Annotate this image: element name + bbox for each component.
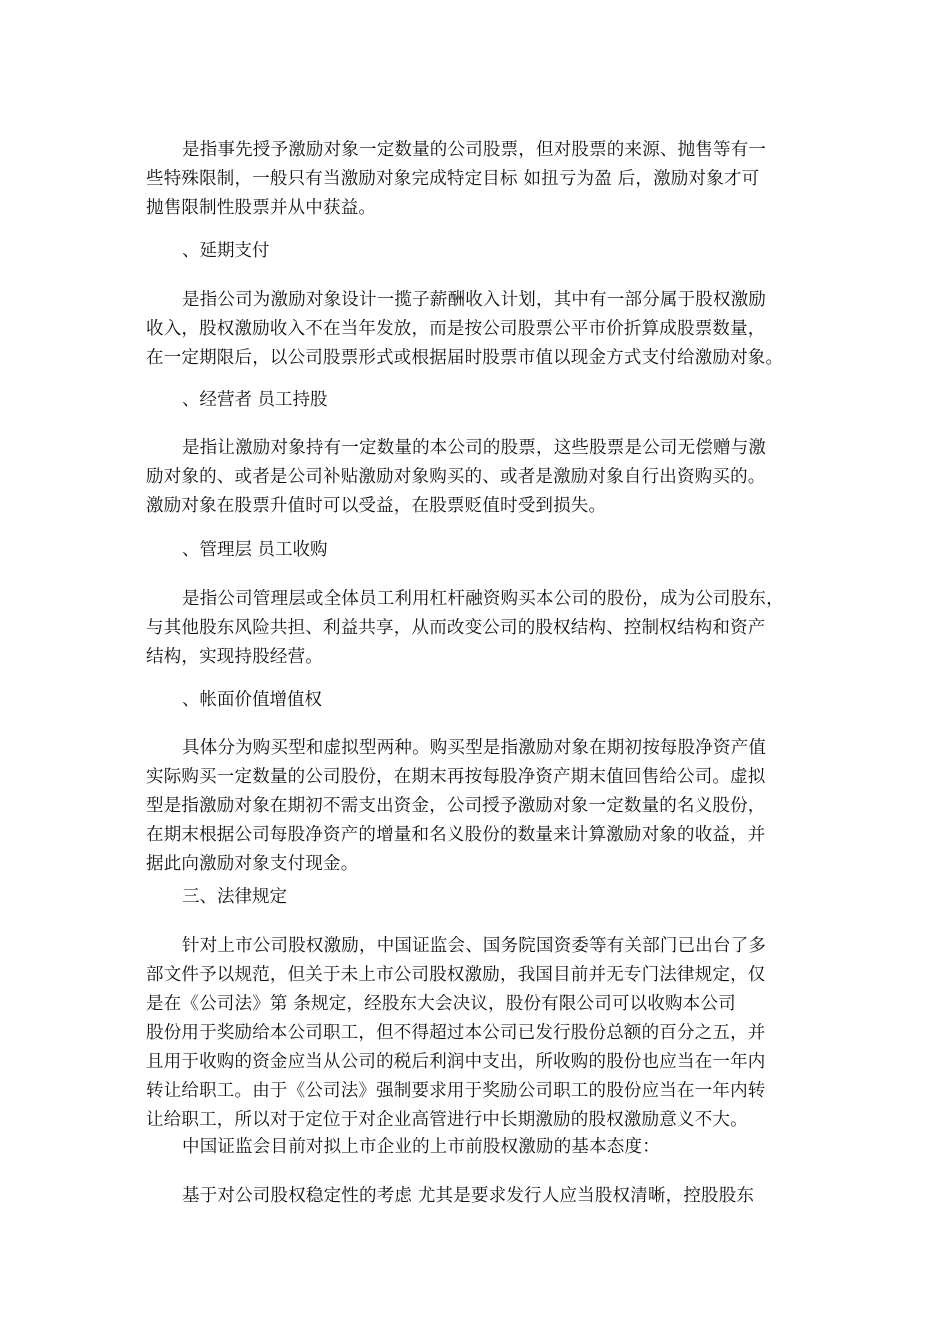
- paragraph-line: 是指公司管理层或全体员工利用杠杆融资购买本公司的股份，成为公司股东，: [182, 589, 784, 609]
- paragraph-line: 实际购买一定数量的公司股份，在期末再按每股净资产期末值回售给公司。虚拟: [146, 767, 766, 787]
- paragraph-line: 具体分为购买型和虚拟型两种。购买型是指激励对象在期初按每股净资产值: [182, 738, 767, 758]
- paragraph-line: 型是指激励对象在期初不需支出资金，公司授予激励对象一定数量的名义股份，: [146, 796, 766, 816]
- paragraph-line: 基于对公司股权稳定性的考虑 尤其是要求发行人应当股权清晰，控股股东: [182, 1186, 755, 1206]
- paragraph-legal: [146, 932, 816, 1135]
- section-heading-book-value: 、帐面价值增值权: [182, 690, 322, 710]
- paragraph-equity-stability: [146, 1182, 816, 1211]
- paragraph-line: 且用于收购的资金应当从公司的税后利润中支出，所收购的股份也应当在一年内: [146, 1052, 766, 1072]
- section-heading-management-buyout: 、管理层 员工收购: [182, 540, 328, 560]
- paragraph-csrc-attitude: [146, 1133, 816, 1162]
- paragraph-line: 转让给职工。由于《公司法》强制要求用于奖励公司职工的股份应当在一年内转: [146, 1081, 766, 1101]
- paragraph-line: 与其他股东风险共担、利益共享，从而改变公司的股权结构、控制权结构和资产: [146, 618, 766, 638]
- paragraph-line: 在一定期限后，以公司股票形式或根据届时股票市值以现金方式支付给激励对象。: [146, 348, 784, 368]
- paragraph-line: 在期末根据公司每股净资产的增量和名义股份的数量来计算激励对象的收益，并: [146, 825, 766, 845]
- section-heading-legal: 三、法律规定: [182, 887, 287, 907]
- section-heading-employee-stock: 、经营者 员工持股: [182, 390, 328, 410]
- paragraph-deferred-payment: [146, 286, 816, 373]
- paragraph-line: 些特殊限制，一般只有当激励对象完成特定目标 如扭亏为盈 后，激励对象才可: [146, 169, 760, 189]
- paragraph-line: 结构，实现持股经营。: [146, 647, 323, 667]
- paragraph-line: 激励对象在股票升值时可以受益，在股票贬值时受到损失。: [146, 496, 607, 516]
- paragraph-line: 抛售限制性股票并从中获益。: [146, 198, 377, 218]
- section-heading-deferred-payment: 、延期支付: [182, 241, 270, 261]
- paragraph-line: 据此向激励对象支付现金。: [146, 854, 359, 874]
- paragraph-restricted-stock: [146, 136, 816, 223]
- paragraph-line: 股份用于奖励给本公司职工，但不得超过本公司已发行股份总额的百分之五，并: [146, 1023, 766, 1043]
- paragraph-employee-stock: [146, 434, 816, 521]
- paragraph-line: 励对象的、或者是公司补贴激励对象购买的、或者是激励对象自行出资购买的。: [146, 467, 766, 487]
- paragraph-management-buyout: [146, 585, 816, 672]
- paragraph-line: 收入，股权激励收入不在当年发放，而是按公司股票公平市价折算成股票数量，: [146, 319, 766, 339]
- paragraph-line: 中国证监会目前对拟上市企业的上市前股权激励的基本态度：: [182, 1137, 660, 1157]
- paragraph-book-value: [146, 734, 816, 879]
- paragraph-line: 部文件予以规范，但关于未上市公司股权激励，我国目前并无专门法律规定，仅: [146, 965, 766, 985]
- paragraph-line: 是指公司为激励对象设计一揽子薪酬收入计划，其中有一部分属于股权激励: [182, 290, 767, 310]
- paragraph-line: 针对上市公司股权激励，中国证监会、国务院国资委等有关部门已出台了多: [182, 936, 767, 956]
- paragraph-line: 让给职工，所以对于定位于对企业高管进行中长期激励的股权激励意义不大。: [146, 1110, 748, 1130]
- paragraph-line: 是在《公司法》第 条规定，经股东大会决议，股份有限公司可以收购本公司: [146, 994, 736, 1014]
- paragraph-line: 是指让激励对象持有一定数量的本公司的股票，这些股票是公司无偿赠与激: [182, 438, 767, 458]
- paragraph-line: 是指事先授予激励对象一定数量的公司股票，但对股票的来源、抛售等有一: [182, 140, 767, 160]
